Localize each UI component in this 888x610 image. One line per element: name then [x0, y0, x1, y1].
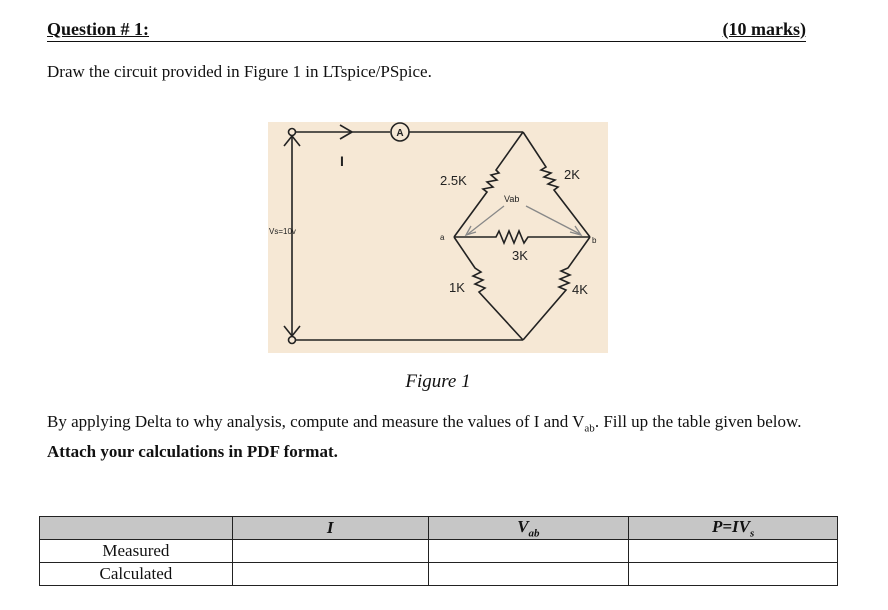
cell-measured-i[interactable]	[232, 540, 428, 563]
top-terminal	[289, 129, 296, 136]
source-label: Vs=10v	[269, 227, 296, 236]
table-header-row	[40, 517, 838, 540]
circuit-figure	[268, 122, 608, 353]
table-row-measured	[40, 540, 838, 563]
r2-label: 2K	[564, 167, 580, 182]
cell-measured-p[interactable]	[629, 540, 838, 563]
results-table	[39, 516, 838, 586]
question-header	[47, 19, 806, 42]
circuit-diagram	[268, 122, 608, 353]
header-vab-sub: ab	[528, 527, 540, 540]
node-a-label: a	[440, 233, 445, 242]
question-marks: (10 marks)	[722, 19, 806, 39]
row-label: Calculated	[40, 563, 233, 586]
header-cell-vab	[428, 517, 629, 540]
header-power-main: P=IV	[711, 517, 750, 536]
ammeter-label: A	[396, 128, 404, 139]
para-sub: ab	[584, 422, 595, 435]
para-bold: Attach your calculations in PDF format.	[47, 442, 338, 462]
r1-label: 2.5K	[440, 173, 467, 188]
para-text-1: By applying Delta to why analysis, compute and measure the values of I and V	[47, 412, 585, 431]
header-cell-i: I	[232, 517, 428, 540]
vab-label: Vab	[504, 194, 520, 204]
para-text-2: . Fill up the table given below.	[594, 412, 802, 431]
instruction-text: Draw the circuit provided in Figure 1 in LTspice/PSpice.	[47, 62, 432, 81]
table-row-calculated	[40, 563, 838, 586]
r5-label: 4K	[572, 282, 588, 297]
current-label: I	[340, 153, 344, 169]
question-title: Question # 1:	[47, 19, 150, 39]
row-label: Measured	[40, 540, 233, 563]
bottom-terminal	[289, 337, 296, 344]
r4-label: 1K	[449, 280, 465, 295]
r3-label: 3K	[512, 248, 528, 263]
header-vab-main: V	[517, 517, 529, 536]
task-paragraph	[47, 410, 827, 464]
figure-caption-text: Figure 1	[405, 371, 471, 392]
cell-calculated-vab[interactable]	[428, 563, 629, 586]
cell-measured-vab[interactable]	[428, 540, 629, 563]
figure-caption	[0, 371, 888, 393]
header-power-sub: s	[749, 527, 755, 540]
cell-calculated-p[interactable]	[629, 563, 838, 586]
header-cell-power	[629, 517, 838, 540]
node-b-label: b	[592, 236, 597, 245]
header-cell-blank	[40, 517, 233, 540]
cell-calculated-i[interactable]	[232, 563, 428, 586]
